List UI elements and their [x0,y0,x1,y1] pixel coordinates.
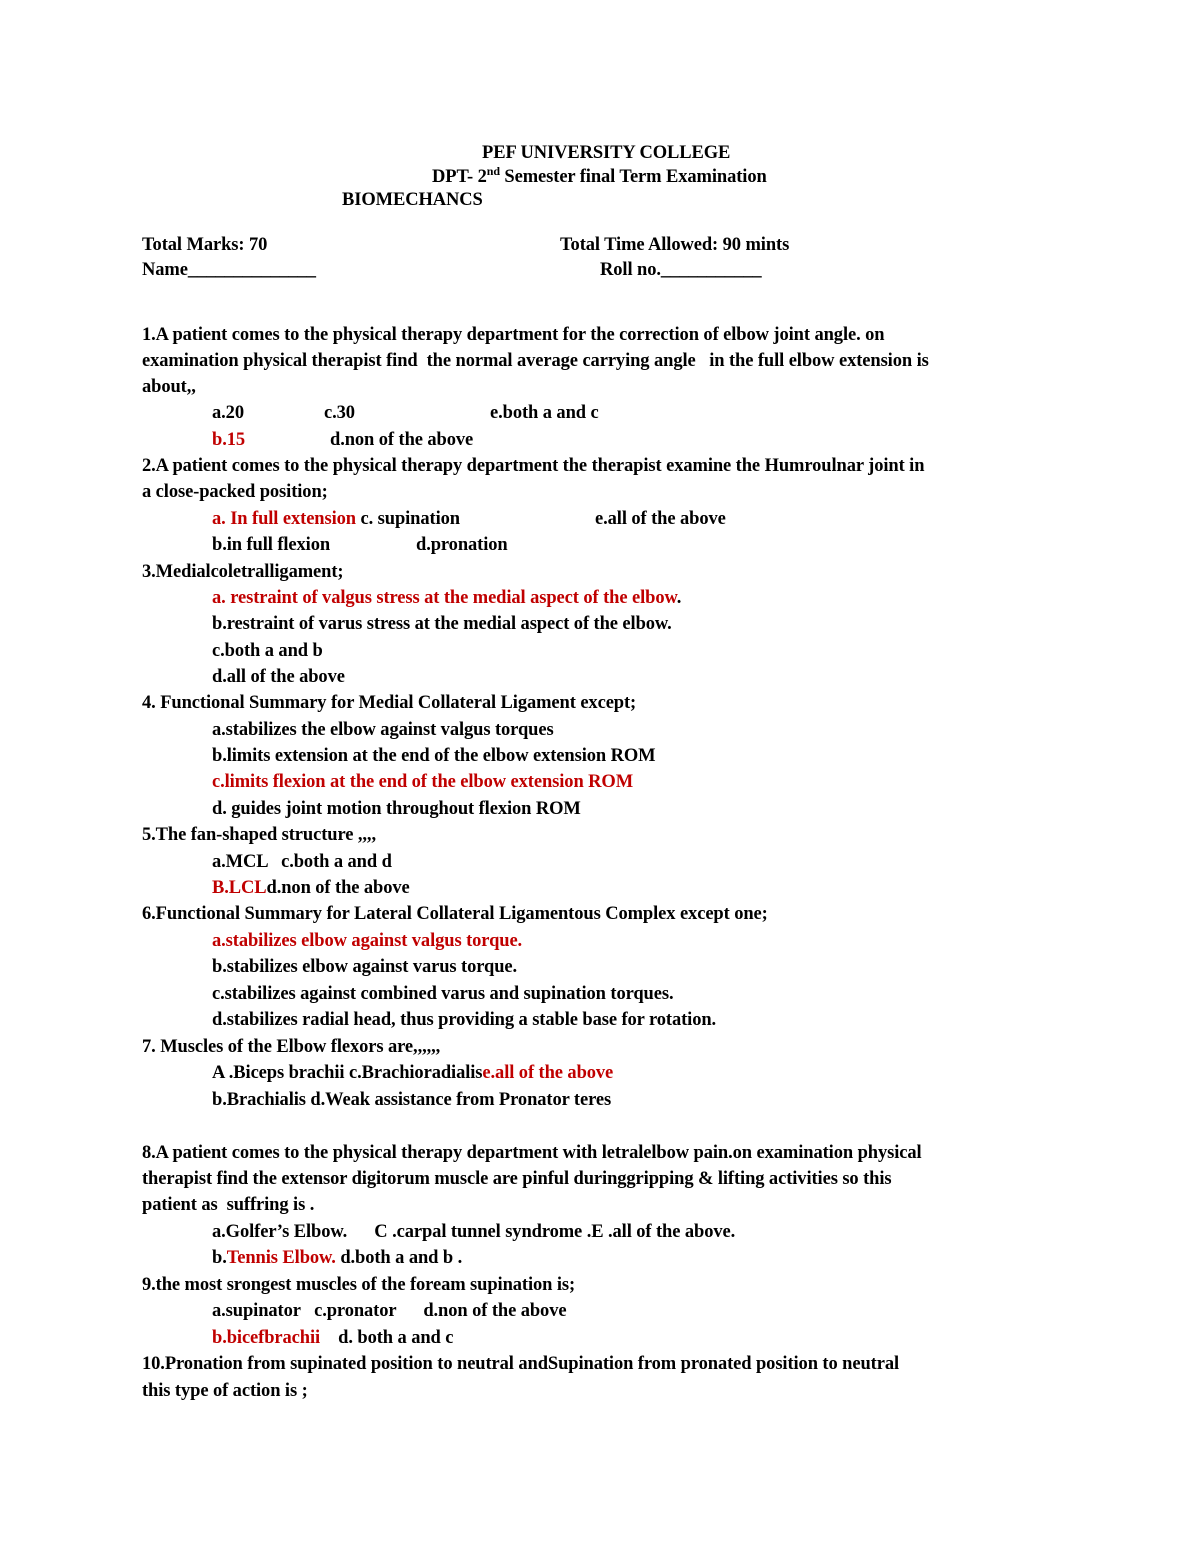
roll-field: Roll no.___________ [600,260,762,280]
q4-line1: 4. Functional Summary for Medial Collateral Ligament except; [142,693,637,713]
college-title: PEF UNIVERSITY COLLEGE [482,143,731,163]
q7-option-a-c: A .Biceps brachii c.Brachioradialis [212,1063,483,1083]
q3-option-a-tail: . [676,588,682,608]
q9-option-b-answer: b.bicefbrachii [212,1328,321,1348]
name-field: Name______________ [142,260,316,280]
q3-option-a-row [212,586,681,610]
q4-option-d: d. guides joint motion throughout flexion ROM [212,799,581,819]
q6-option-a-answer: a.stabilizes elbow against valgus torque. [212,931,523,951]
q1-option-a: a.20 [212,403,244,423]
q2-option-c: c. supination [355,509,460,529]
q5-line1: 5.The fan-shaped structure ,,,, [142,825,376,845]
q7-options-row1 [212,1061,613,1085]
q2-line2: a close-packed position; [142,482,328,502]
q2-option-b: b.in full flexion [212,535,331,555]
q7-line1: 7. Muscles of the Elbow flexors are,,,,,, [142,1037,441,1057]
q6-option-d: d.stabilizes radial head, thus providing a stable base for rotation. [212,1010,717,1030]
q1-line3: about,, [142,377,196,397]
q9-option-a-c-d: a.supinator c.pronator d.non of the above [212,1301,567,1321]
q1-option-e: e.both a and c [490,403,599,423]
q3-option-a-answer: a. restraint of valgus stress at the medial aspect of the elbow [212,588,677,608]
q3-option-c: c.both a and b [212,641,323,661]
q7-option-b-d: b.Brachialis d.Weak assistance from Pronator teres [212,1090,612,1110]
q4-option-b: b.limits extension at the end of the elbow extension ROM [212,746,656,766]
exam-prefix: DPT- 2 [432,167,487,187]
q8-line1: 8.A patient comes to the physical therapy department with letralelbow pain.on examination physical [142,1143,922,1163]
q7-option-e-answer: e.all of the above [482,1063,614,1083]
q8-options-row2 [212,1246,462,1270]
q2-option-a-answer: a. In full extension [212,509,356,529]
q1-option-b-answer: b.15 [212,430,246,450]
q5-options-row2 [212,876,410,900]
q10-line1: 10.Pronation from supinated position to neutral andSupination from pronated position to neutral [142,1354,900,1374]
subject-title: BIOMECHANCS [342,190,483,210]
q6-line1: 6.Functional Summary for Lateral Collateral Ligamentous Complex except one; [142,904,768,924]
q3-option-b: b.restraint of varus stress at the medial aspect of the elbow. [212,614,672,634]
q10-line2: this type of action is ; [142,1381,308,1401]
q9-line1: 9.the most srongest muscles of the foream supination is; [142,1275,576,1295]
q2-options-row1 [212,507,460,531]
q1-line1: 1.A patient comes to the physical therapy department for the correction of elbow joint angle. on [142,325,885,345]
exam-title [432,165,767,189]
q2-option-d: d.pronation [416,535,508,555]
exam-suffix: Semester final Term Examination [499,167,767,187]
q8-line3: patient as suffring is . [142,1195,315,1215]
q4-option-a: a.stabilizes the elbow against valgus torques [212,720,554,740]
q5-option-a-c: a.MCL c.both a and d [212,852,392,872]
q1-line2: examination physical therapist find the normal average carrying angle in the full elbow extension is [142,351,929,371]
q1-option-c: c.30 [324,403,355,423]
q8-option-a-c-e: a.Golfer’s Elbow. C .carpal tunnel syndrome .E .all of the above. [212,1222,736,1242]
q3-line1: 3.Medialcoletralligament; [142,562,344,582]
q2-option-e: e.all of the above [595,509,726,529]
q8-option-d: d.both a and b . [335,1248,463,1268]
q5-option-d: d.non of the above [266,878,410,898]
q8-option-b-prefix: b. [212,1248,227,1268]
q3-option-d: d.all of the above [212,667,345,687]
q9-option-d: d. both a and c [320,1328,454,1348]
q8-line2: therapist find the extensor digitorum muscle are pinful duringgripping & lifting activities so this [142,1169,892,1189]
q5-option-b-answer: B.LCL [212,878,267,898]
q8-option-b-answer: Tennis Elbow. [226,1248,336,1268]
q2-line1: 2.A patient comes to the physical therapy department the therapist examine the Humroulnar joint in [142,456,925,476]
total-marks: Total Marks: 70 [142,235,268,255]
q6-option-b: b.stabilizes elbow against varus torque. [212,957,518,977]
q9-options-row2 [212,1326,453,1350]
exam-superscript: nd [486,163,500,178]
total-time: Total Time Allowed: 90 mints [560,235,790,255]
q1-option-d: d.non of the above [330,430,474,450]
q6-option-c: c.stabilizes against combined varus and supination torques. [212,984,674,1004]
q4-option-c-answer: c.limits flexion at the end of the elbow extension ROM [212,772,634,792]
